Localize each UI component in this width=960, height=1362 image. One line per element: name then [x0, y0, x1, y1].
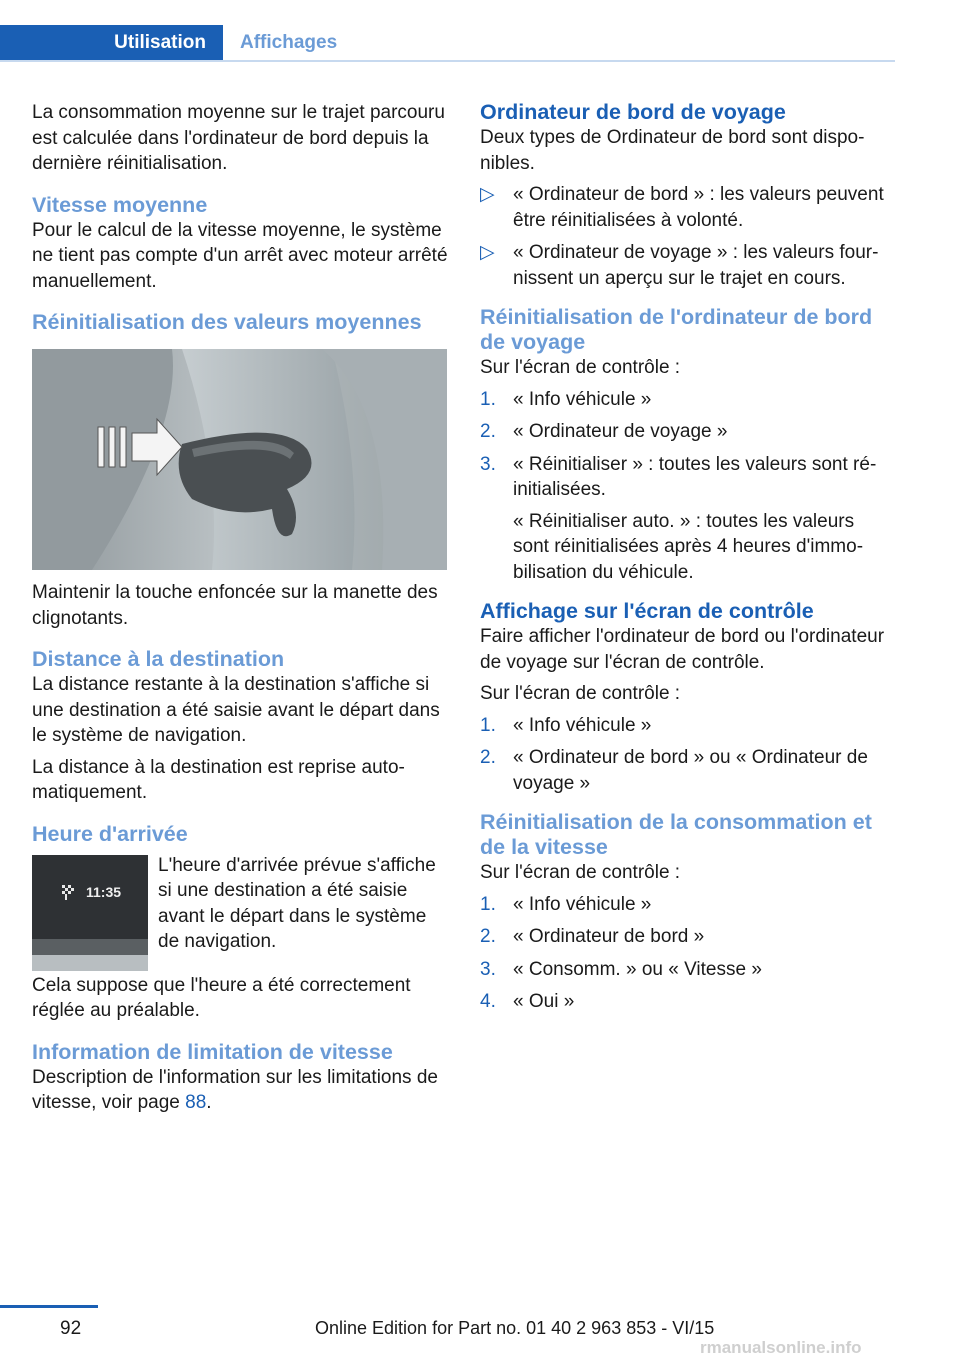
limitation-text-end: . [206, 1092, 212, 1113]
list-item [480, 892, 895, 918]
vitesse-moyenne-text: Pour le calcul de la vitesse moyenne, le système ne tient pas compte d'un arrêt avec moteur arrêté manuellement. [32, 219, 448, 292]
step-number: 1. [480, 893, 496, 915]
turn-signal-lever-illustration [32, 349, 447, 570]
conso-steps [480, 892, 895, 1015]
list-item [480, 387, 895, 413]
list-item [480, 713, 895, 739]
reinit-obv-steps [480, 387, 895, 586]
conso-heading: Réinitialisation de la consommation et de la vitesse [480, 810, 872, 859]
arrivee-block [32, 853, 450, 973]
limitation-text [32, 1065, 450, 1116]
distance-heading: Distance à la destination [32, 647, 285, 671]
limitation-heading: Information de limitation de vitesse [32, 1039, 393, 1064]
vitesse-moyenne-heading: Vitesse moyenne [32, 192, 208, 217]
list-item-text: « Ordinateur de bord » : les valeurs peuvent être réinitialisées à volonté. [513, 184, 884, 231]
arrivee-text: L'heure d'arrivée prévue s'affiche si une destination a été saisie avant le départ dans le système de navigation. [158, 854, 436, 952]
reinit-obv-heading: Réinitialisation de l'ordinateur de bord de voyage [480, 305, 873, 354]
affichage-heading: Affichage sur l'écran de contrôle [480, 599, 814, 623]
arrival-time-display-image [32, 855, 148, 971]
step-number: 2. [480, 747, 496, 768]
list-item-text: « Consomm. » ou « Vitesse » [513, 958, 762, 980]
obv-text: Deux types de Ordinateur de bord sont disponibles. [480, 127, 865, 174]
obv-heading: Ordinateur de bord de voyage [480, 100, 786, 124]
page-88-link[interactable]: 88 [185, 1092, 207, 1113]
intro-paragraph: La consommation moyenne sur le trajet parcouru est calculée dans l'ordinateur de bord depuis la dernière réinitialisation. [32, 102, 445, 174]
bullet-triangle-icon: ▷ [480, 242, 495, 263]
step-number: 3. [480, 453, 496, 475]
list-item-text: « Ordinateur de bord » ou « Ordinateur de voyage » [513, 747, 868, 794]
list-item [480, 182, 895, 233]
arrival-clock-text: 11:35 [86, 883, 122, 900]
reinit-caption: Maintenir la touche enfoncée sur la manette des clignotants. [32, 582, 438, 629]
list-item-text: « Ordinateur de voyage » [513, 421, 728, 442]
reinit-obv-text: Sur l'écran de contrôle : [480, 357, 681, 378]
distance-text-1: La distance restante à la destination s'affiche si une destination a été saisie avant le départ dans le système de navigation. [32, 674, 440, 746]
step-number: 4. [480, 991, 496, 1012]
footer-rule [0, 1305, 98, 1308]
header-tabbar [0, 25, 895, 62]
tab-affichages-label: Affichages [240, 32, 338, 53]
list-item [480, 745, 895, 796]
obv-list [480, 182, 895, 291]
step-number: 2. [480, 926, 496, 947]
distance-text-2: La distance à la destination est reprise automatiquement. [32, 756, 405, 803]
tab-affichages[interactable] [240, 25, 337, 60]
list-item [480, 957, 895, 983]
tab-utilisation-label: Utilisation [114, 31, 206, 53]
list-item [480, 240, 895, 291]
list-item [480, 924, 895, 950]
conso-text: Sur l'écran de contrôle : [480, 862, 681, 883]
list-item-text: « Ordinateur de voyage » : les valeurs fournissent un aperçu sur le trajet en cours. [513, 242, 879, 289]
list-item-text: « Ordinateur de bord » [513, 926, 705, 947]
affichage-steps [480, 713, 895, 797]
edition-info: Online Edition for Part no. 01 40 2 963 853 - VI/15 [315, 1318, 715, 1338]
reinit-valeurs-heading: Réinitialisation des valeurs moyennes [32, 310, 422, 334]
list-item-text: « Info véhicule » [513, 388, 652, 410]
arrivee-text-2: Cela suppose que l'heure a été correctement réglée au préalable. [32, 974, 411, 1021]
affichage-text: Faire afficher l'ordinateur de bord ou l'ordinateur de voyage sur l'écran de contrôle. [480, 626, 885, 673]
list-item [480, 419, 895, 445]
arrivee-heading: Heure d'arrivée [32, 821, 188, 846]
step-number: 2. [480, 421, 496, 442]
limitation-text-body: Description de l'information sur les limitations de vitesse, voir page [32, 1066, 438, 1113]
list-item [480, 989, 895, 1015]
list-item [480, 452, 895, 586]
list-item-text: « Info véhicule » [513, 714, 652, 736]
page-number: 92 [60, 1318, 82, 1339]
left-column [32, 100, 450, 1122]
list-item-subtext: « Réinitialiser auto. » : toutes les valeurs sont réinitialisées après 4 heures d'immobilisation du véhicule. [513, 510, 864, 583]
affichage-text-2: Sur l'écran de contrôle : [480, 683, 681, 704]
step-number: 1. [480, 388, 496, 410]
header-rule [0, 60, 895, 62]
list-item-text: « Réinitialiser » : toutes les valeurs sont réinitialisées. [513, 453, 877, 500]
list-item-text: « Info véhicule » [513, 893, 652, 915]
list-item-text: « Oui » [513, 991, 575, 1012]
watermark: rmanualsonline.info [700, 1338, 862, 1357]
tab-utilisation[interactable] [0, 25, 223, 60]
step-number: 3. [480, 958, 496, 980]
right-column [480, 100, 895, 1029]
step-number: 1. [480, 714, 496, 736]
bullet-triangle-icon: ▷ [480, 184, 495, 205]
